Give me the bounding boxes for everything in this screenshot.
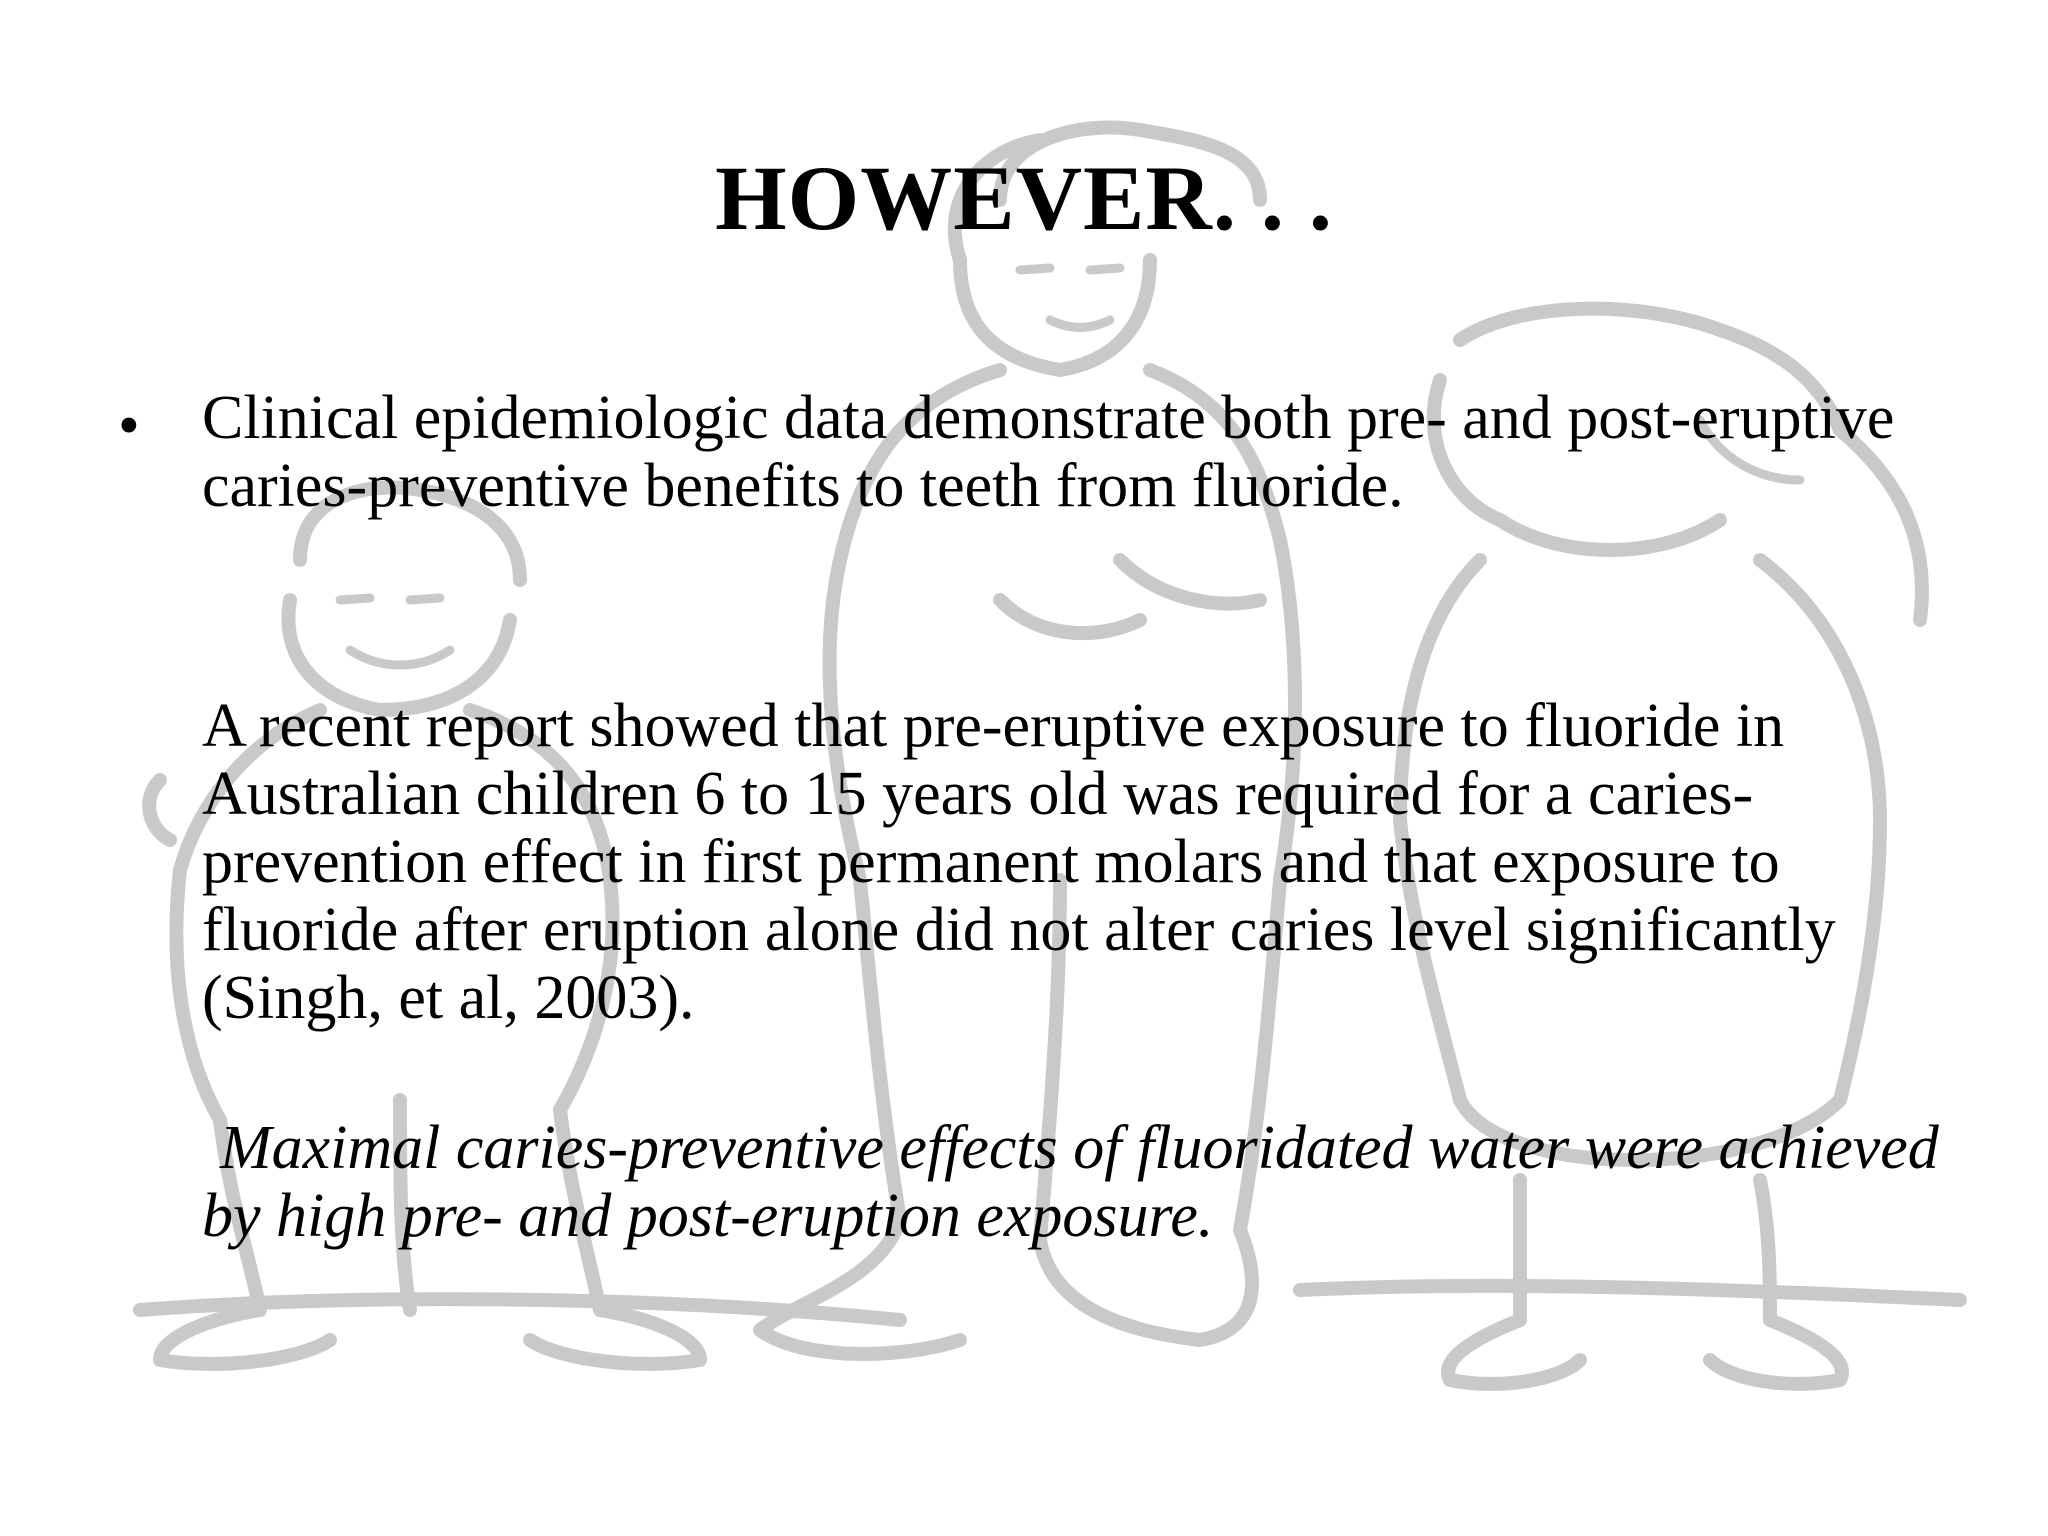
paragraph-clinical-data: Clinical epidemiologic data demonstrate both pre- and post-eruptive caries-preventive benefits to teeth from fluoride.: [202, 384, 1895, 520]
slide-title: HOWEVER. . .: [715, 147, 1333, 249]
paragraph-recent-report: A recent report showed that pre-eruptive exposure to fluoride in Australian children 6 to 15 years old was required for a caries-prevention effect in first permanent molars and that exposure to fluoride after eruption alone did not alter caries level significantly (Singh, et al, 2003).: [202, 692, 1836, 1032]
paragraph-maximal-effects: Maximal caries-preventive effects of fluoridated water were achieved by high pre- and post-eruption exposure.: [202, 1114, 1939, 1250]
bullet-marker: •: [118, 392, 140, 460]
